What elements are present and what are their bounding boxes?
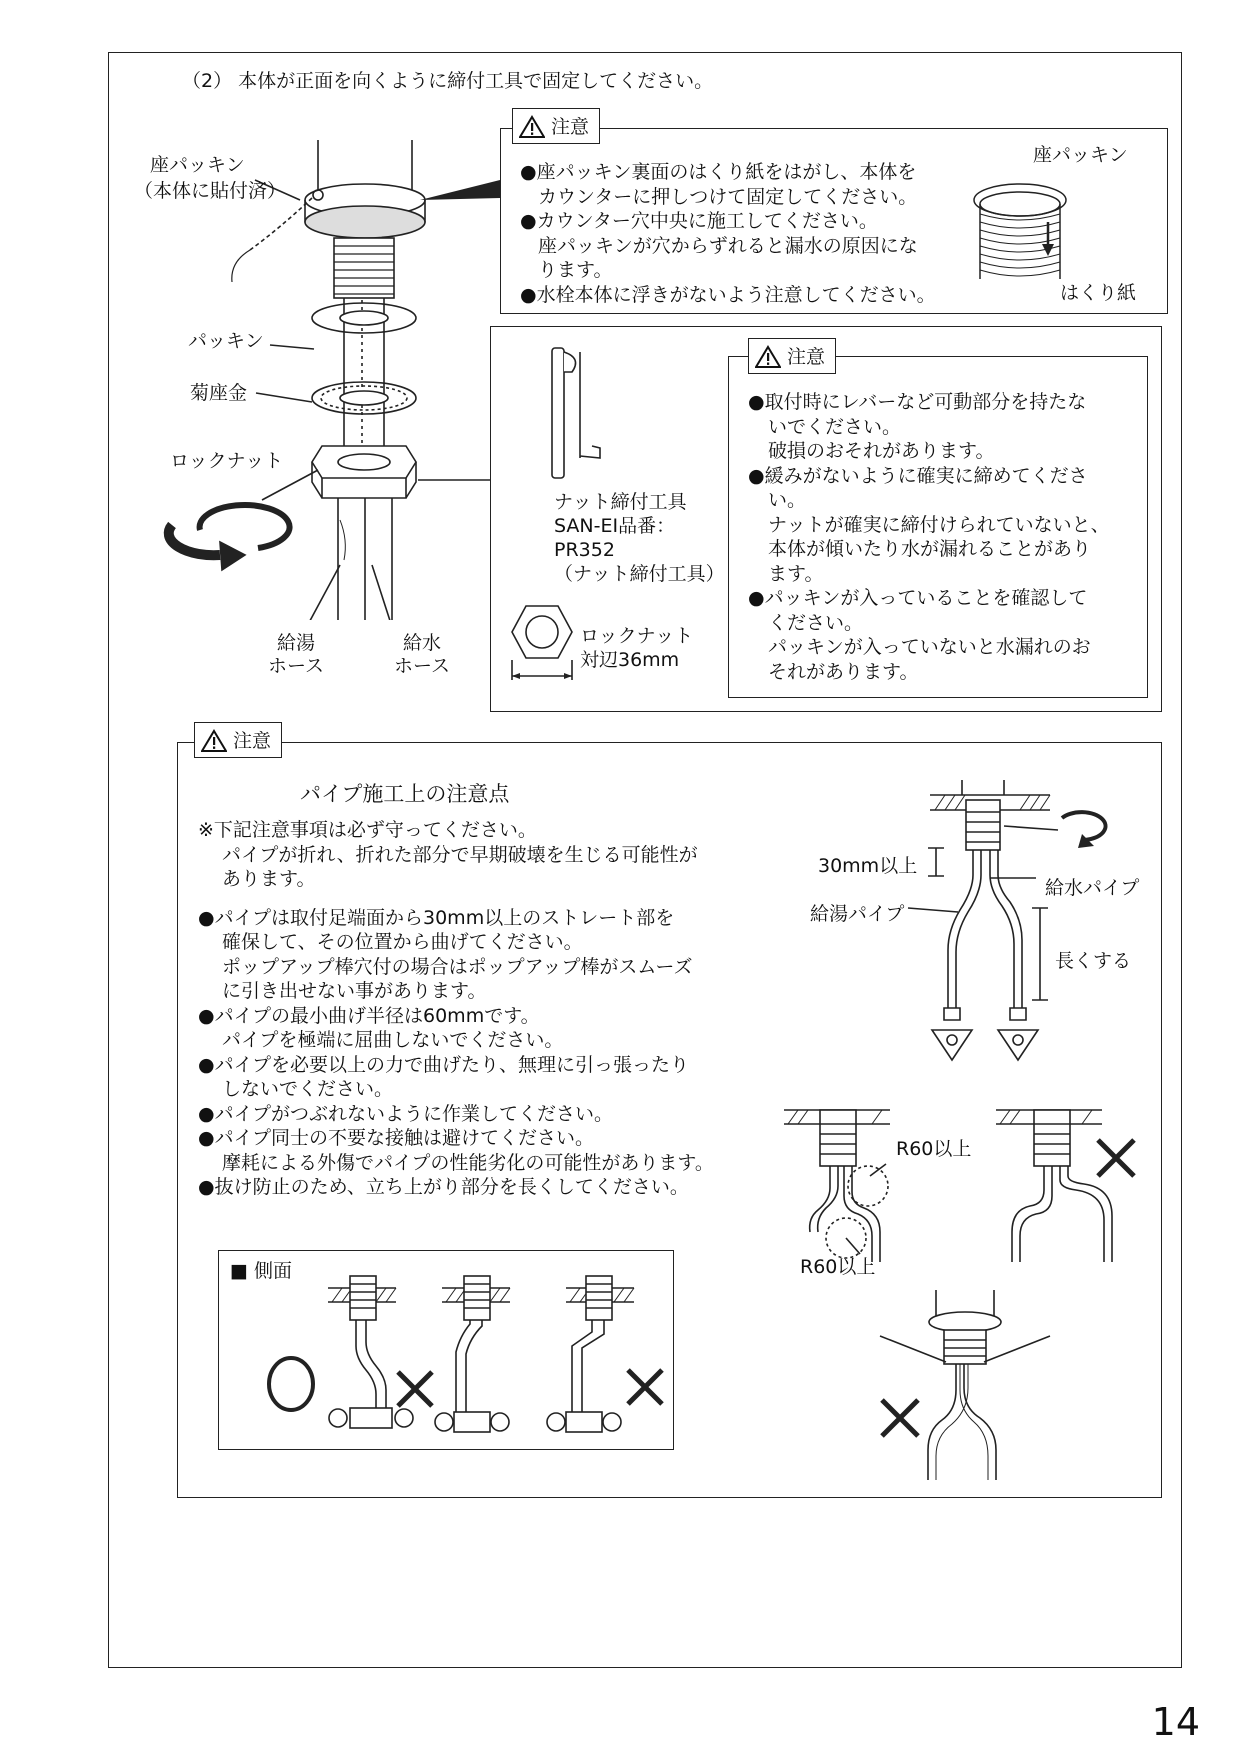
tool-description: ナット締付工具 SAN-EI品番： PR352 （ナット締付工具）: [554, 491, 725, 585]
warning-icon: [519, 115, 545, 139]
fig-peel-paper-label: はくり紙: [1060, 282, 1137, 304]
seat-packing-note: （本体に貼付済）: [134, 180, 287, 202]
washer-label: 菊座金: [190, 382, 248, 404]
step-instruction: （2） 本体が正面を向くように締付工具で固定してください。: [182, 70, 714, 92]
warning-icon: [201, 729, 227, 753]
cold-hose-label: 給水 ホース: [394, 632, 451, 677]
caution2-text: ●取付時にレバーなど可動部分を持たな いでください。 破損のおそれがあります。 ●緩みがないように確実に締めてくださ い。 ナットが確実に締付けられていないと、 本体が傾いたり水が漏れることがあり ます。 ●パッキンが入っていることを確認して ください。 パッキンが入っていないと水漏れのお それがあります。: [748, 391, 1110, 683]
locknut-size-label: ロックナット 対辺36mm: [580, 625, 694, 671]
side-view-diagrams: [220, 1262, 672, 1448]
seat-packing-label: 座パッキン: [150, 154, 245, 176]
pipe-caution-text: ※下記注意事項は必ず守ってください。 パイプが折れ、折れた部分で早期破壊を生じる可能性が あります。 ●パイプは取付足端面から30mm以上のストレート部を 確保して、その位置から曲げてください。 ポップアップ棒穴付の場合はポップアップ棒がスムーズ に引き出せない事があります。 ●パイプの最小曲げ半径は60mmです。 パイプを極端に屈曲しないでください。 ●パイプを必要以上の力で曲げたり、無理に引っ張ったり しないでください。 ●パイプがつぶれないように作業してください。 ●パイプ同士の不要な接触は避けてください。 摩耗による外傷でパイプの性能劣化の可能性があります。 ●抜け防止のため、立ち上がり部分を長くしてください。: [198, 819, 714, 1198]
hot-pipe-label: 給湯パイプ: [810, 903, 905, 925]
hot-hose-label: 給湯 ホース: [268, 632, 325, 677]
page-number: 14: [1151, 1700, 1200, 1744]
caution-tag-2: 注意: [748, 338, 836, 374]
side-view-label: ■ 側面: [230, 1260, 292, 1282]
straight-30mm-label: 30mm以上: [818, 855, 918, 877]
r60-label-b: R60以上: [800, 1256, 876, 1278]
caution1-text: ●座パッキン裏面のはくり紙をはがし、本体を カウンターに押しつけて固定してください。 ●カウンター穴中央に施工してください。 座パッキンが穴からずれると漏水の原因にな ります。 ●水栓本体に浮きがないよう注意してください。: [520, 161, 936, 306]
faucet-installation-diagram: [130, 140, 500, 620]
cold-pipe-label: 給水パイプ: [1045, 877, 1140, 899]
seat-packing-peel-diagram: [970, 164, 1070, 284]
caution-tag-3: 注意: [194, 722, 282, 758]
caution-tag-1: 注意: [512, 108, 600, 144]
locknut-hex-icon: [510, 600, 574, 684]
locknut-label: ロックナット: [170, 450, 284, 472]
longer-label: 長くする: [1055, 950, 1132, 972]
fig-seat-packing-label: 座パッキン: [1033, 144, 1128, 166]
warning-icon: [755, 345, 781, 369]
packing-label: パッキン: [188, 330, 264, 352]
pipe-section-title: パイプ施工上の注意点: [300, 782, 510, 806]
nut-wrench-icon: [540, 338, 620, 488]
r60-label-a: R60以上: [896, 1138, 972, 1160]
